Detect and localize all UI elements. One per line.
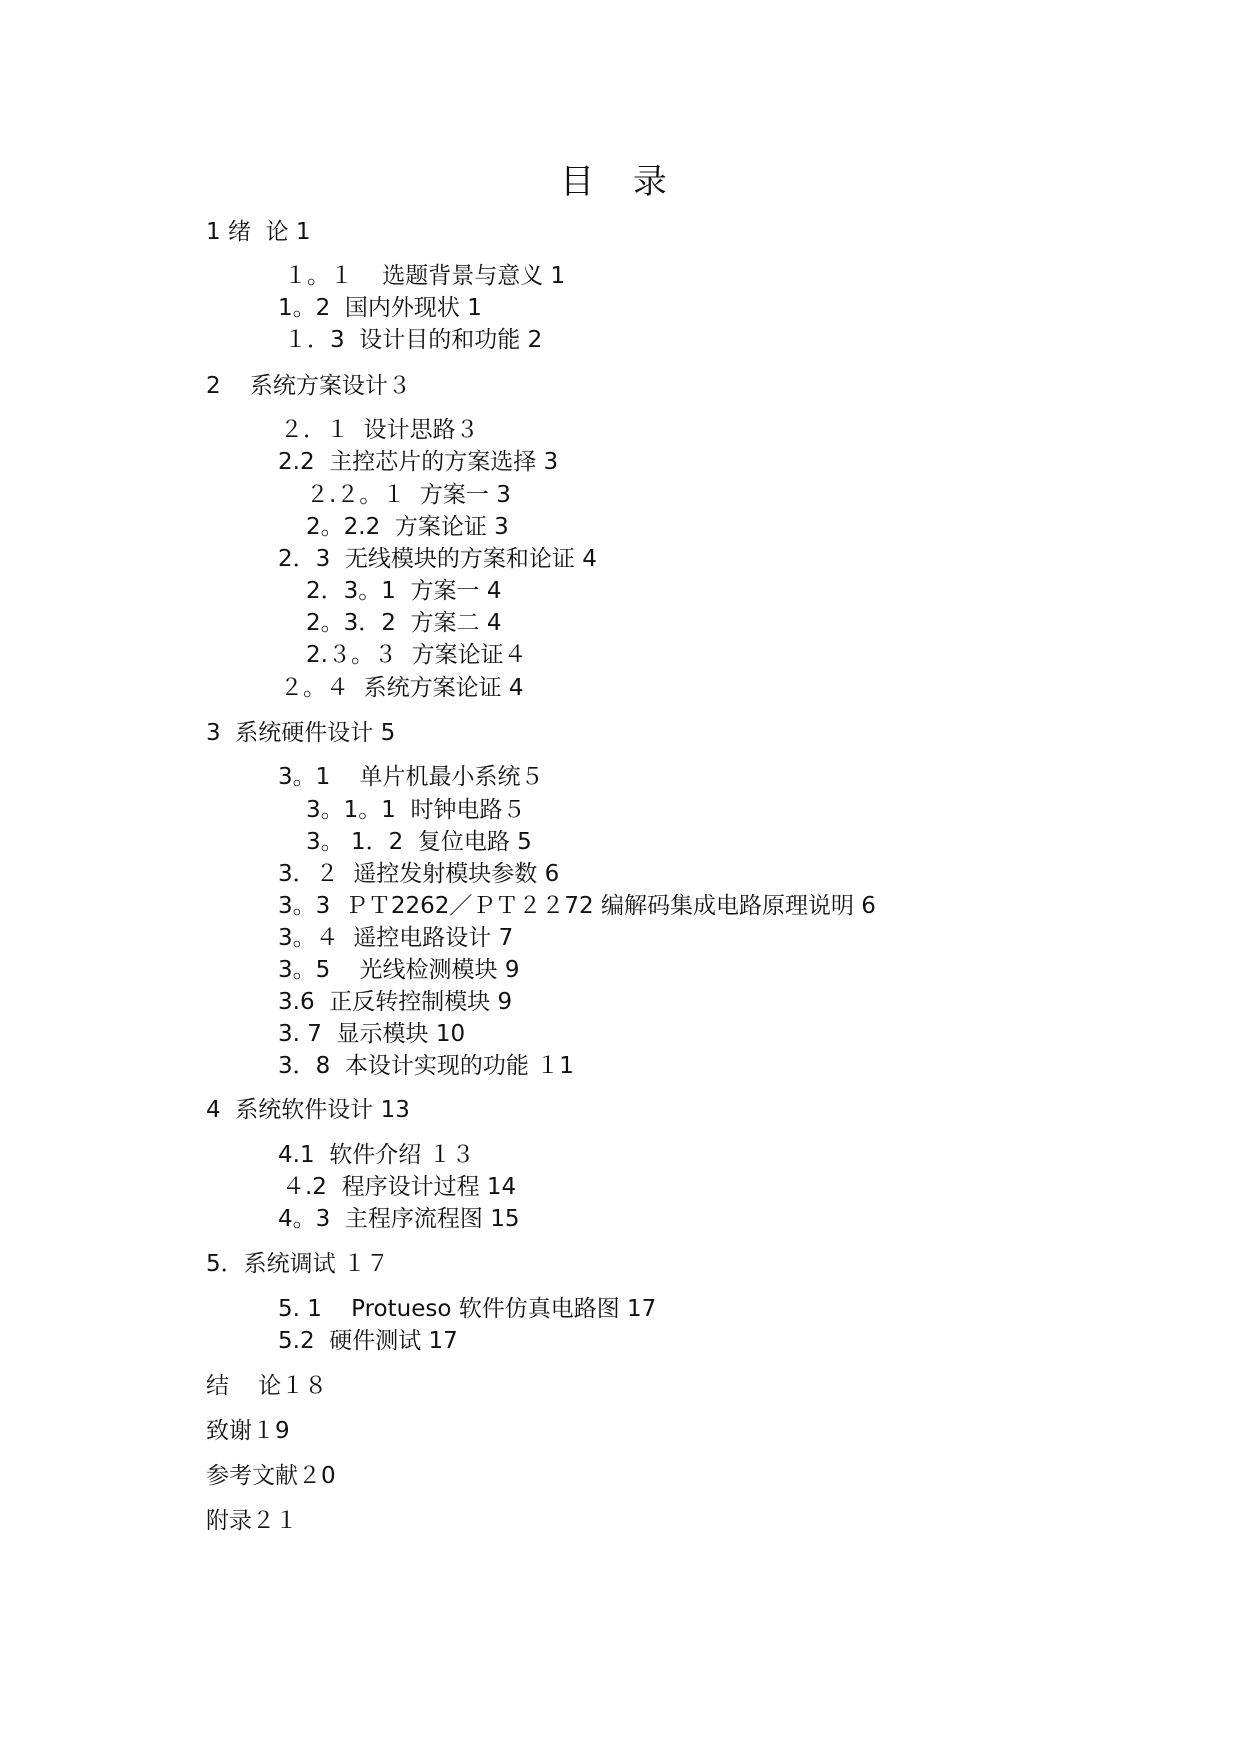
toc-entry[interactable]: 3。3 ＰＴ2262／ＰＴ２２72 编解码集成电路原理说明 6 bbox=[278, 893, 876, 919]
toc-entry[interactable]: 5．系统调试 １７ bbox=[206, 1251, 389, 1277]
toc-entry[interactable]: ２．１ 设计思路３ bbox=[280, 417, 479, 443]
toc-entry[interactable]: 2．3。1 方案一 4 bbox=[306, 578, 502, 604]
toc-entry[interactable]: 3．8 本设计实现的功能 １1 bbox=[278, 1053, 574, 1079]
toc-entry[interactable]: 参考文献２0 bbox=[206, 1463, 336, 1489]
toc-entry[interactable]: 3 系统硬件设计 5 bbox=[206, 720, 396, 746]
toc-entry[interactable]: １．3 设计目的和功能 2 bbox=[284, 327, 543, 353]
toc-entry[interactable]: １。１ 选题背景与意义 1 bbox=[284, 263, 566, 289]
toc-entry[interactable]: 5.2 硬件测试 17 bbox=[278, 1328, 458, 1354]
toc-entry[interactable]: ２。４ 系统方案论证 4 bbox=[280, 675, 524, 701]
toc-entry[interactable]: 1 绪 论 1 bbox=[206, 219, 311, 245]
toc-entry[interactable]: 3。5 光线检测模块 9 bbox=[278, 957, 520, 983]
toc-entry[interactable]: 2．3 无线模块的方案和论证 4 bbox=[278, 546, 597, 572]
toc-entry[interactable]: 致谢１9 bbox=[206, 1418, 290, 1444]
toc-entry[interactable]: 3. 7 显示模块 10 bbox=[278, 1021, 466, 1047]
toc-entry[interactable]: ４.2 程序设计过程 14 bbox=[282, 1174, 517, 1200]
page-title: 目 录 bbox=[560, 162, 681, 202]
toc-entry[interactable]: 2.2 主控芯片的方案选择 3 bbox=[278, 449, 559, 475]
toc-entry[interactable]: 3。1 单片机最小系统５ bbox=[278, 764, 544, 790]
toc-entry[interactable]: 2.３。３ 方案论证４ bbox=[306, 642, 527, 668]
toc-entry[interactable]: 3.6 正反转控制模块 9 bbox=[278, 989, 513, 1015]
toc-entry[interactable]: 3。1。1 时钟电路５ bbox=[306, 797, 526, 823]
toc-entry[interactable]: 2 系统方案设计３ bbox=[206, 373, 411, 399]
toc-entry[interactable]: 4 系统软件设计 13 bbox=[206, 1097, 410, 1123]
toc-entry[interactable]: 1。2 国内外现状 1 bbox=[278, 295, 482, 321]
toc-entry[interactable]: 4。3 主程序流程图 15 bbox=[278, 1206, 520, 1232]
toc-entry[interactable]: 3。４ 遥控电路设计 7 bbox=[278, 925, 514, 951]
toc-entry[interactable]: 附录２１ bbox=[206, 1508, 298, 1534]
toc-entry[interactable]: 3。 1．2 复位电路 5 bbox=[306, 829, 532, 855]
toc-entry[interactable]: ２.２。１ 方案一 3 bbox=[306, 482, 511, 508]
toc-entry[interactable]: 3．２ 遥控发射模块参数 6 bbox=[278, 861, 560, 887]
toc-entry[interactable]: 5. 1 Protueso 软件仿真电路图 17 bbox=[278, 1296, 657, 1322]
toc-entry[interactable]: 2。3．2 方案二 4 bbox=[306, 610, 502, 636]
toc-entry[interactable]: 结 论１８ bbox=[206, 1373, 328, 1399]
toc-entry[interactable]: 2。2.2 方案论证 3 bbox=[306, 514, 509, 540]
toc-entry[interactable]: 4.1 软件介绍 １３ bbox=[278, 1142, 475, 1168]
